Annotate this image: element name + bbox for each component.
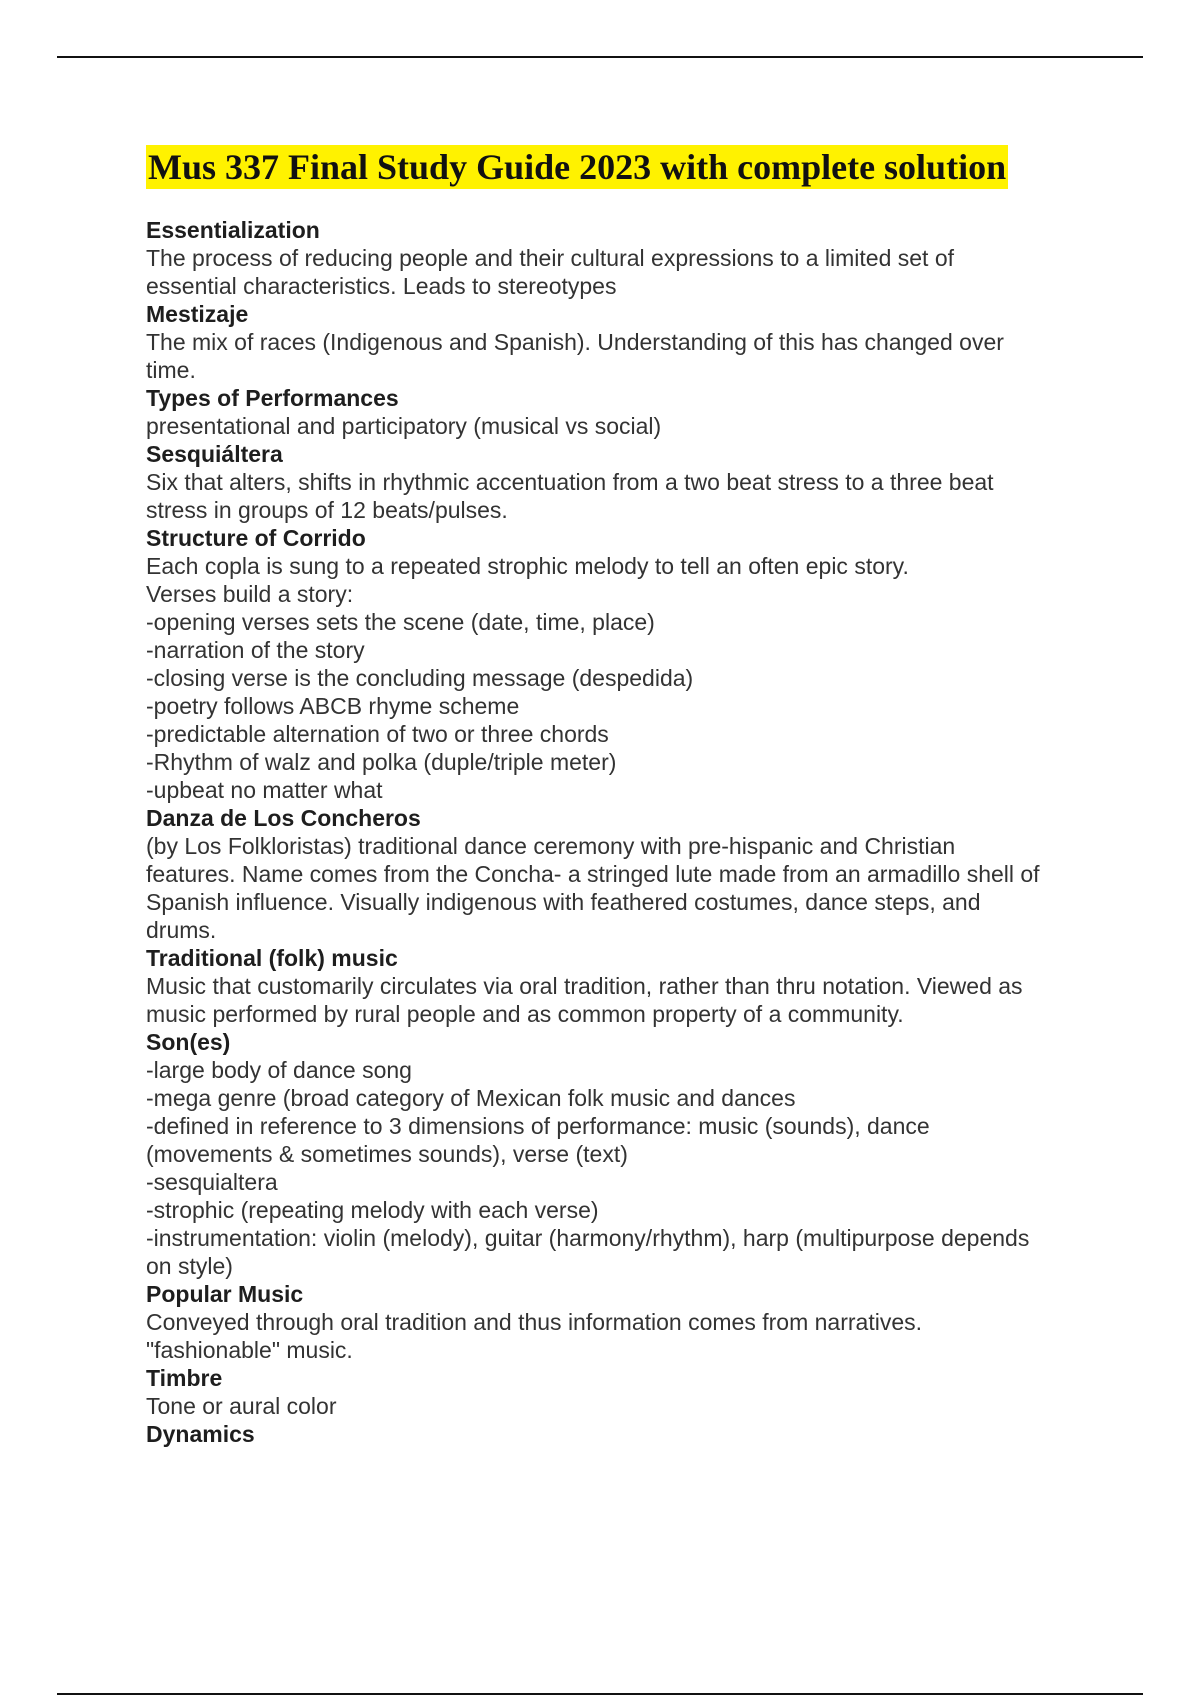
entry-definition-line: Each copla is sung to a repeated strophic melody to tell an often epic story. (146, 553, 909, 579)
entry-definition-line: -large body of dance song (146, 1057, 412, 1083)
entry-term: Popular Music (146, 1281, 304, 1307)
entry-definition-line: The process of reducing people and their cultural expressions to a limited set of (146, 245, 954, 271)
entry-definition-line: -instrumentation: violin (melody), guitar (harmony/rhythm), harp (multipurpose depends (146, 1225, 1030, 1251)
glossary-entry (146, 300, 1096, 384)
entry-definition-line: -defined in reference to 3 dimensions of performance: music (sounds), dance (146, 1113, 930, 1139)
glossary-entry (146, 440, 1096, 524)
entry-definition-line: Conveyed through oral tradition and thus information comes from narratives. (146, 1309, 923, 1335)
entry-term: Traditional (folk) music (146, 945, 398, 971)
entry-definition-line: (by Los Folkloristas) traditional dance ceremony with pre-hispanic and Christian (146, 833, 956, 859)
entry-definition-line: music performed by rural people and as common property of a community. (146, 1001, 904, 1027)
entry-definition-line: -Rhythm of walz and polka (duple/triple meter) (146, 749, 617, 775)
entry-term: Son(es) (146, 1029, 231, 1055)
top-rule (57, 56, 1143, 58)
entry-definition-line: drums. (146, 917, 217, 943)
entry-definition-line: -upbeat no matter what (146, 777, 383, 803)
glossary-entry (146, 1028, 1096, 1280)
study-guide-content (146, 216, 1096, 1448)
glossary-entry (146, 944, 1096, 1028)
entry-definition-line: -strophic (repeating melody with each verse) (146, 1197, 599, 1223)
entry-term: Mestizaje (146, 301, 249, 327)
entry-definition-line: -closing verse is the concluding message (despedida) (146, 665, 694, 691)
entry-term: Danza de Los Concheros (146, 805, 421, 831)
entry-definition-line: -narration of the story (146, 637, 365, 663)
entry-term: Dynamics (146, 1421, 255, 1447)
entry-term: Essentialization (146, 217, 320, 243)
entry-definition-line: -sesquialtera (146, 1169, 278, 1195)
entry-definition-line: on style) (146, 1253, 233, 1279)
entry-definition-line: features. Name comes from the Concha- a stringed lute made from an armadillo shell of (146, 861, 1040, 887)
entry-definition-line: The mix of races (Indigenous and Spanish). Understanding of this has changed over (146, 329, 1004, 355)
entry-definition-line: stress in groups of 12 beats/pulses. (146, 497, 508, 523)
entry-definition-line: Six that alters, shifts in rhythmic accentuation from a two beat stress to a three beat (146, 469, 994, 495)
entry-definition-line: -mega genre (broad category of Mexican folk music and dances (146, 1085, 796, 1111)
entry-definition-line: presentational and participatory (musical vs social) (146, 413, 662, 439)
title-block (146, 145, 1008, 189)
entry-definition-line: -opening verses sets the scene (date, time, place) (146, 609, 655, 635)
entry-definition-line: time. (146, 357, 196, 383)
entry-definition-line: -poetry follows ABCB rhyme scheme (146, 693, 520, 719)
entry-definition-line: "fashionable" music. (146, 1337, 353, 1363)
entry-term: Timbre (146, 1365, 223, 1391)
glossary-entry (146, 216, 1096, 300)
bottom-rule (57, 1693, 1143, 1695)
entry-term: Types of Performances (146, 385, 399, 411)
entry-definition-line: Spanish influence. Visually indigenous with feathered costumes, dance steps, and (146, 889, 981, 915)
document-title: Mus 337 Final Study Guide 2023 with complete solution (148, 147, 1007, 187)
entry-definition-line: essential characteristics. Leads to stereotypes (146, 273, 617, 299)
glossary-entry (146, 1420, 1096, 1448)
glossary-entry (146, 524, 1096, 804)
entry-definition-line: Verses build a story: (146, 581, 354, 607)
glossary-entry (146, 804, 1096, 944)
entry-definition-line: (movements & sometimes sounds), verse (text) (146, 1141, 628, 1167)
entry-term: Structure of Corrido (146, 525, 366, 551)
entry-definition-line: Music that customarily circulates via oral tradition, rather than thru notation. Viewed as (146, 973, 1023, 999)
glossary-entry (146, 1364, 1096, 1420)
entry-term: Sesquiáltera (146, 441, 283, 467)
entry-definition-line: -predictable alternation of two or three chords (146, 721, 609, 747)
glossary-entry (146, 384, 1096, 440)
entry-definition-line: Tone or aural color (146, 1393, 337, 1419)
glossary-entry (146, 1280, 1096, 1364)
